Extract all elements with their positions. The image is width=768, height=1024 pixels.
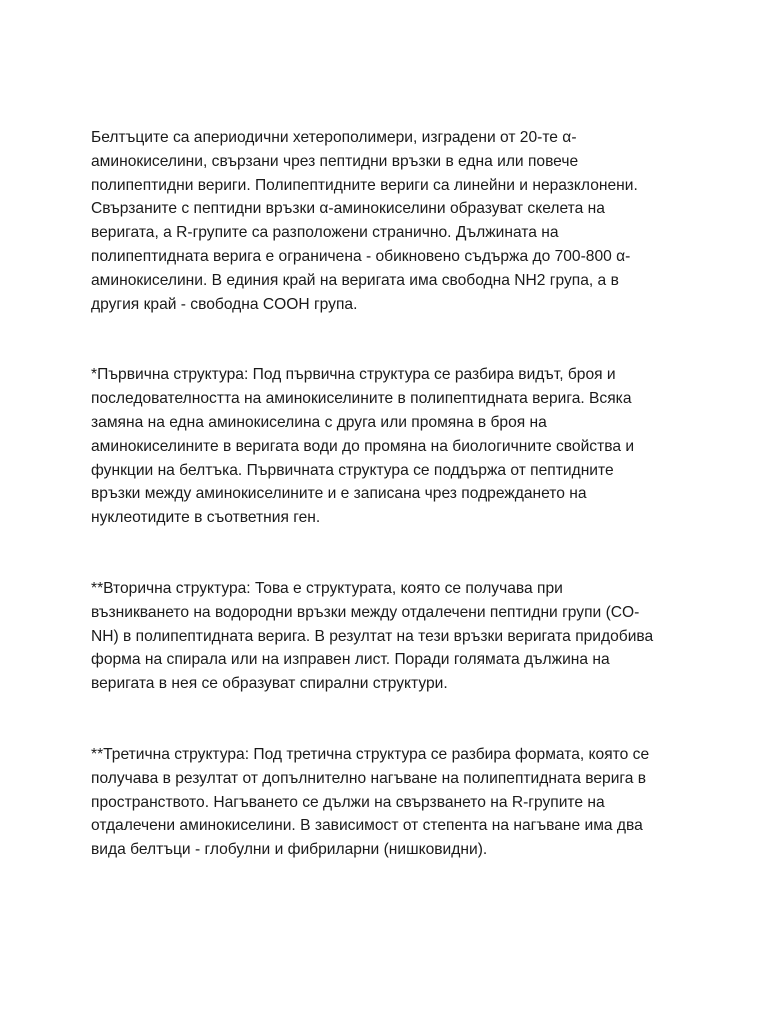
paragraph-tertiary-structure: **Третична структура: Под третична структура се разбира формата, която се получава в резултат от допълнително нагъване на полипептидната верига в пространството. Нагъването се дължи на свързването на R-групите на отдалечени аминокиселини. В зависимост от степента на нагъване има два вида белтъци - глобулни и фибриларни (нишковидни). — [91, 745, 650, 859]
paragraph-primary-structure: *Първична структура: Под първична структура се разбира видът, броя и последователността на аминокиселините в полипептидната верига. Всяка замяна на една аминокиселина с друга или промяна в броя на аминокиселините в веригата води до промяна на биологичните свойства и функции на белтъка. Първичната структура се поддържа от пептидните връзки между аминокиселините и е записана чрез подреждането на нуклеотидите в съответния ген. — [91, 366, 635, 527]
document-body — [91, 126, 676, 862]
paragraph-intro: Белтъците са апериодични хетерополимери, изградени от 20-те α- аминокиселини, свързани чрез пептидни връзки в една или повече полипептидни вериги. Полипептидните вериги са линейни и неразклонени. Свързаните с пептидни връзки α-аминокиселини образуват скелета на веригата, а R-групите са разположени странично. Дължината на полипептидната верига е ограничена - обикновено съдържа до 700-800 α- аминокиселини. В единия край на веригата има свободна NH2 група, а в другия край - свободна COOH група. — [91, 129, 638, 313]
paragraph-secondary-structure: **Вторична структура: Това е структурата, която се получава при възникването на водородни връзки между отдалечени пептидни групи (CO- NH) в полипептидната верига. В резултат на тези връзки веригата придобива форма на спирала или на изправен лист. Поради голямата дължина на веригата в нея се образуват спирални структури. — [91, 579, 654, 693]
